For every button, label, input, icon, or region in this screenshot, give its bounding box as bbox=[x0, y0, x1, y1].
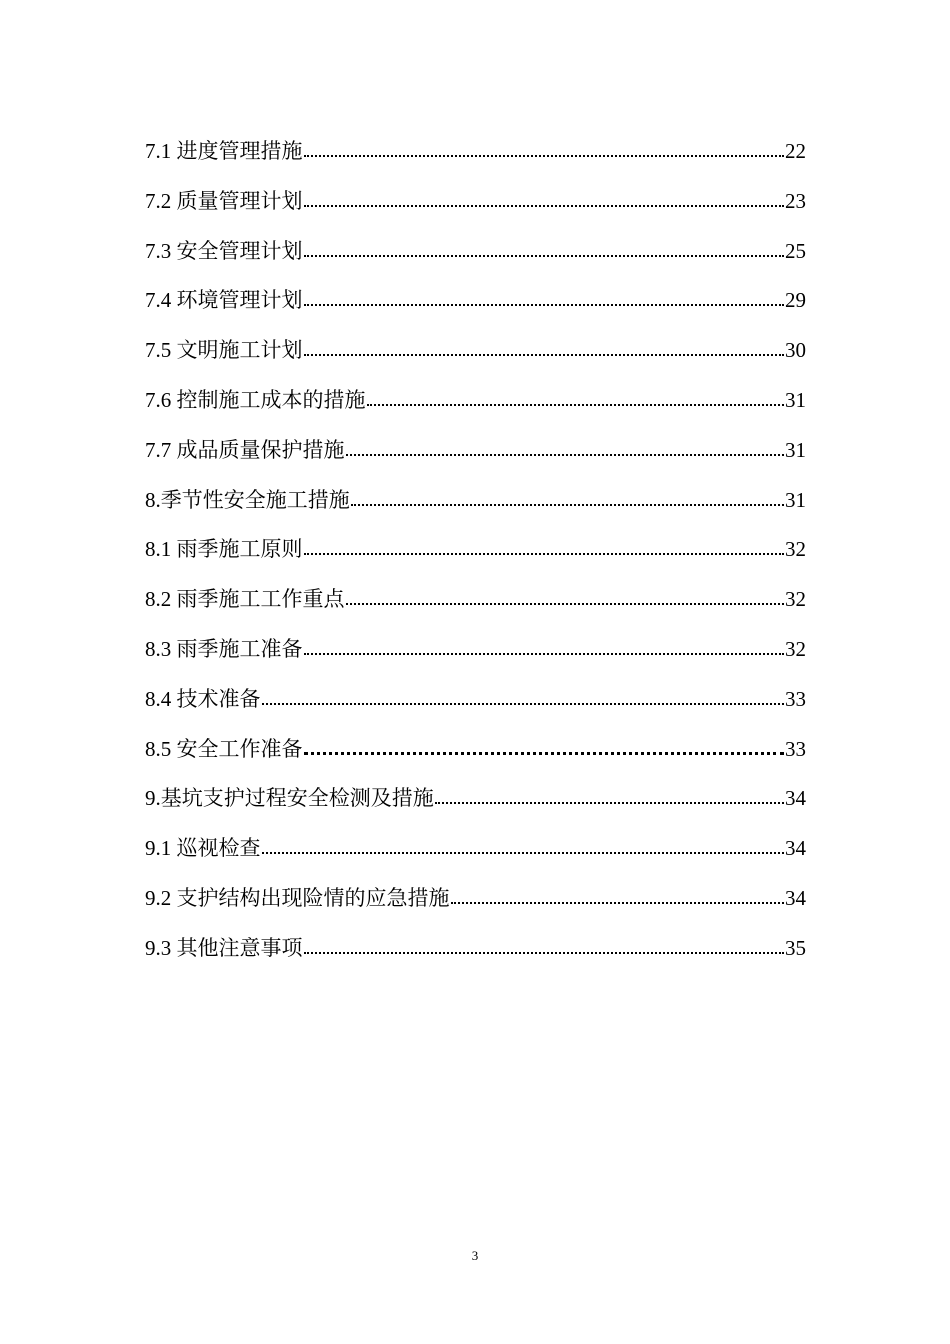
toc-entry-page: 31 bbox=[785, 387, 806, 412]
toc-entry-title: 8.季节性安全施工措施 bbox=[145, 487, 350, 512]
toc-entry-title: 9.1 巡视检查 bbox=[145, 836, 261, 861]
toc-dot-leader bbox=[262, 835, 785, 855]
toc-dot-leader bbox=[304, 536, 785, 556]
toc-entry-page: 25 bbox=[785, 238, 806, 263]
page-number: 3 bbox=[471, 1248, 479, 1263]
toc-entry-title: 7.2 质量管理计划 bbox=[145, 188, 303, 213]
toc-entry-page: 34 bbox=[785, 836, 806, 861]
toc-entry-title: 8.3 雨季施工准备 bbox=[145, 636, 303, 661]
toc-entry-title: 8.1 雨季施工原则 bbox=[145, 537, 303, 562]
toc-entry-title: 7.4 环境管理计划 bbox=[145, 288, 303, 313]
toc-dot-leader bbox=[451, 885, 785, 905]
toc-entry-title: 9.3 其他注意事项 bbox=[145, 935, 303, 960]
toc-dot-leader bbox=[346, 437, 785, 457]
toc-entry-title: 9.2 支护结构出现险情的应急措施 bbox=[145, 885, 450, 910]
toc-entry[interactable] bbox=[145, 534, 806, 584]
toc-dot-leader bbox=[304, 736, 785, 756]
toc-entry-page: 34 bbox=[785, 786, 806, 811]
toc-dot-leader bbox=[435, 785, 784, 805]
toc-dot-leader bbox=[351, 487, 784, 507]
table-of-contents bbox=[145, 136, 806, 983]
toc-entry[interactable] bbox=[145, 734, 806, 784]
toc-entry[interactable] bbox=[145, 684, 806, 734]
toc-dot-leader bbox=[304, 188, 785, 208]
toc-dot-leader bbox=[367, 387, 785, 407]
toc-entry-title: 9.基坑支护过程安全检测及措施 bbox=[145, 786, 434, 811]
toc-dot-leader bbox=[304, 337, 785, 357]
toc-entry-title: 7.3 安全管理计划 bbox=[145, 238, 303, 263]
toc-entry[interactable] bbox=[145, 833, 806, 883]
toc-entry[interactable] bbox=[145, 634, 806, 684]
toc-entry-page: 31 bbox=[785, 487, 806, 512]
toc-dot-leader bbox=[346, 586, 785, 606]
toc-entry-page: 32 bbox=[785, 537, 806, 562]
toc-entry-page: 23 bbox=[785, 188, 806, 213]
toc-entry[interactable] bbox=[145, 485, 806, 535]
toc-entry-page: 30 bbox=[785, 338, 806, 363]
toc-entry-page: 29 bbox=[785, 288, 806, 313]
toc-entry-page: 32 bbox=[785, 636, 806, 661]
toc-dot-leader bbox=[304, 935, 785, 955]
toc-entry-title: 8.4 技术准备 bbox=[145, 686, 261, 711]
toc-entry[interactable] bbox=[145, 236, 806, 286]
toc-entry-title: 7.6 控制施工成本的措施 bbox=[145, 387, 366, 412]
toc-entry-page: 22 bbox=[785, 139, 806, 163]
toc-entry[interactable] bbox=[145, 136, 806, 186]
toc-entry-page: 34 bbox=[785, 885, 806, 910]
toc-entry-title: 7.7 成品质量保护措施 bbox=[145, 437, 345, 462]
toc-entry-page: 33 bbox=[785, 686, 806, 711]
toc-entry[interactable] bbox=[145, 883, 806, 933]
toc-entry[interactable] bbox=[145, 385, 806, 435]
toc-entry-title: 8.2 雨季施工工作重点 bbox=[145, 587, 345, 612]
toc-entry[interactable] bbox=[145, 285, 806, 335]
toc-entry[interactable] bbox=[145, 186, 806, 236]
toc-dot-leader bbox=[262, 686, 785, 706]
toc-entry[interactable] bbox=[145, 584, 806, 634]
toc-entry[interactable] bbox=[145, 933, 806, 983]
toc-entry-page: 35 bbox=[785, 935, 806, 960]
toc-entry[interactable] bbox=[145, 435, 806, 485]
toc-dot-leader bbox=[304, 138, 785, 158]
toc-entry[interactable] bbox=[145, 335, 806, 385]
toc-entry-title: 7.1 进度管理措施 bbox=[145, 139, 303, 163]
toc-entry-title: 8.5 安全工作准备 bbox=[145, 736, 303, 761]
toc-entry[interactable] bbox=[145, 783, 806, 833]
toc-dot-leader bbox=[304, 287, 785, 307]
toc-entry-page: 31 bbox=[785, 437, 806, 462]
toc-entry-title: 7.5 文明施工计划 bbox=[145, 338, 303, 363]
toc-entry-page: 33 bbox=[785, 736, 806, 761]
toc-dot-leader bbox=[304, 238, 785, 258]
toc-entry-page: 32 bbox=[785, 587, 806, 612]
toc-dot-leader bbox=[304, 636, 785, 656]
